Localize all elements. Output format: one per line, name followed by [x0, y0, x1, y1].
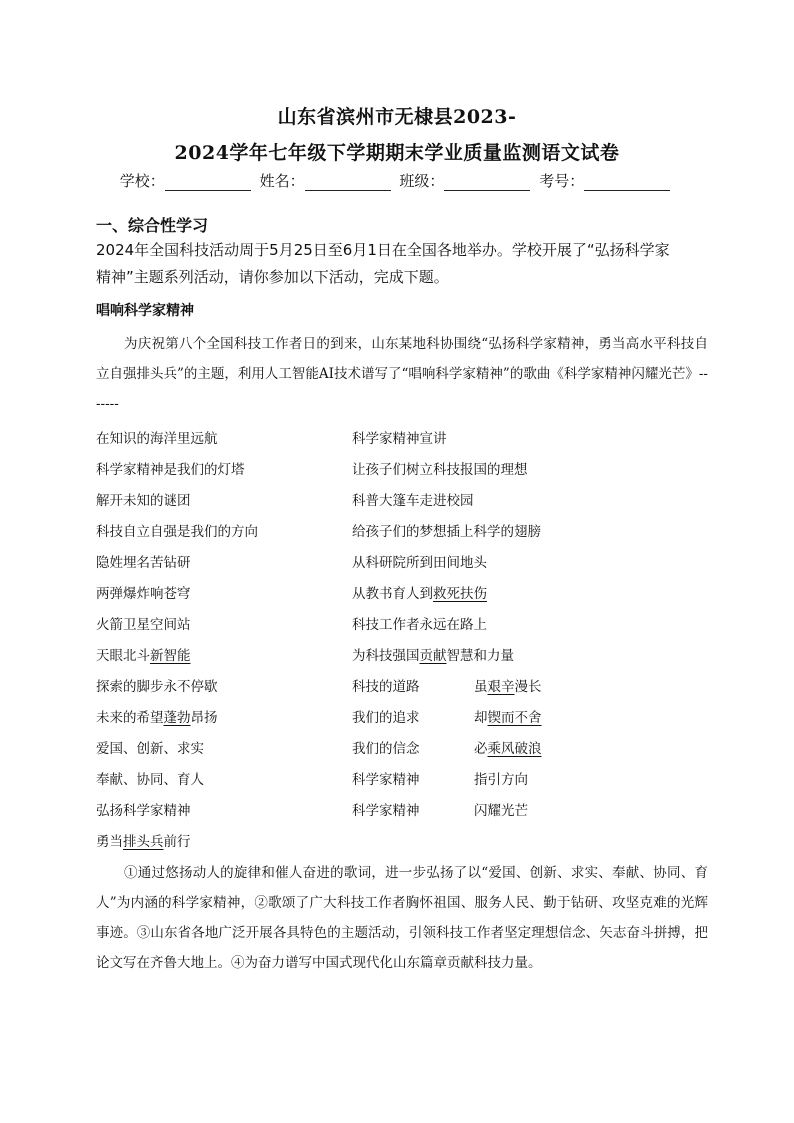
lyric-left: 天眼北斗新智能 [96, 648, 191, 664]
name-blank[interactable] [305, 176, 391, 191]
underlined-phrase: 救死扶伤 [433, 586, 487, 602]
lyric-left: 奉献、协同、育人 [96, 772, 204, 788]
lyric-right: 从科研院所到田间地头 [352, 555, 487, 571]
school-label: 学校： [119, 172, 165, 190]
lyric-right: 科学家精神 [352, 772, 420, 788]
exam-number-label: 考号： [539, 172, 585, 190]
lyric-third: 却锲而不舍 [474, 710, 542, 726]
paragraph-1: 为庆祝第八个全国科技工作者日的到来，山东某地科协围绕“弘扬科学家精神，勇当高水平科技自立自强排头兵”的主题，利用人工智能AI技术谱写了“唱响科学家精神”的歌曲《科学家精神闪耀光芒》------- [96, 336, 708, 412]
lyric-left: 未来的希望蓬勃昂扬 [96, 710, 218, 726]
subheading: 唱响科学家精神 [96, 303, 194, 319]
lyric-left: 两弹爆炸响苍穹 [96, 586, 191, 602]
lyric-right: 科学家精神 [352, 803, 420, 819]
title-line-1: 山东省滨州市无棣县2023- [277, 106, 517, 128]
lyric-left: 在知识的海洋里远航 [96, 431, 218, 447]
intro-line-1: 2024年全国科技活动周于5月25日至6月1日在全国各地举办。学校开展了“弘扬科学家 [96, 241, 670, 259]
lyric-third: 虽艰辛漫长 [474, 679, 542, 695]
lyric-left: 勇当排头兵前行 [96, 834, 191, 850]
underlined-phrase: 乘风破浪 [487, 741, 542, 757]
underlined-phrase: 锲而不舍 [487, 710, 542, 726]
lyric-right: 我们的追求 [352, 710, 420, 726]
lyric-left: 隐姓埋名苦钻研 [96, 555, 191, 571]
section-heading: 一、综合性学习 [96, 216, 209, 235]
exam-number-blank[interactable] [584, 176, 670, 191]
lyric-left: 科技自立自强是我们的方向 [96, 524, 258, 540]
lyric-right: 我们的信念 [352, 741, 420, 757]
title-line-2: 2024学年七年级下学期期末学业质量监测语文试卷 [174, 142, 620, 164]
lyric-right: 为科技强国贡献智慧和力量 [352, 648, 514, 664]
lyric-third: 指引方向 [474, 772, 528, 788]
name-label: 姓名： [259, 172, 305, 190]
underlined-phrase: 蓬勃 [163, 710, 191, 726]
lyric-left: 解开未知的谜团 [96, 493, 191, 509]
lyric-right: 让孩子们树立科技报国的理想 [352, 462, 528, 478]
lyric-right: 科普大篷车走进校园 [352, 493, 474, 509]
lyric-left: 火箭卫星空间站 [96, 617, 191, 633]
underlined-phrase: 新智能 [150, 648, 191, 664]
lyric-left: 弘扬科学家精神 [96, 803, 191, 819]
paragraph-2: ①通过悠扬动人的旋律和催人奋进的歌词，进一步弘扬了以“爱国、创新、求实、奉献、协同、育人”为内涵的科学家精神，②歌颂了广大科技工作者胸怀祖国、服务人民、勤于钻研、攻坚克难的光辉事迹。③山东省各地广泛开展各具特色的主题活动，引领科技工作者坚定理想信念、矢志奋斗拼搏，把论文写在齐鲁大地上。④为奋力谱写中国式现代化山东篇章贡献科技力量。 [96, 865, 708, 971]
lyric-third: 闪耀光芒 [474, 803, 528, 819]
lyric-left: 爱国、创新、求实 [96, 741, 204, 757]
lyric-right: 从教书育人到救死扶伤 [352, 586, 487, 602]
lyric-right: 科技的道路 [352, 679, 420, 695]
intro-line-2: 精神”主题系列活动，请你参加以下活动，完成下题。 [96, 268, 449, 286]
lyric-left: 科学家精神是我们的灯塔 [96, 462, 245, 478]
underlined-phrase: 艰辛 [487, 679, 515, 695]
lyric-right: 科学家精神宣讲 [352, 431, 447, 447]
underlined-phrase: 贡献 [419, 648, 447, 664]
student-info-line [0, 170, 794, 191]
lyric-right: 给孩子们的梦想插上科学的翅膀 [352, 524, 541, 540]
lyric-left: 探索的脚步永不停歇 [96, 679, 218, 695]
underlined-phrase: 排头兵 [123, 834, 164, 850]
lyric-right: 科技工作者永远在路上 [352, 617, 487, 633]
class-label: 班级： [399, 172, 445, 190]
lyric-third: 必乘风破浪 [474, 741, 542, 757]
class-blank[interactable] [444, 176, 530, 191]
school-blank[interactable] [165, 176, 251, 191]
